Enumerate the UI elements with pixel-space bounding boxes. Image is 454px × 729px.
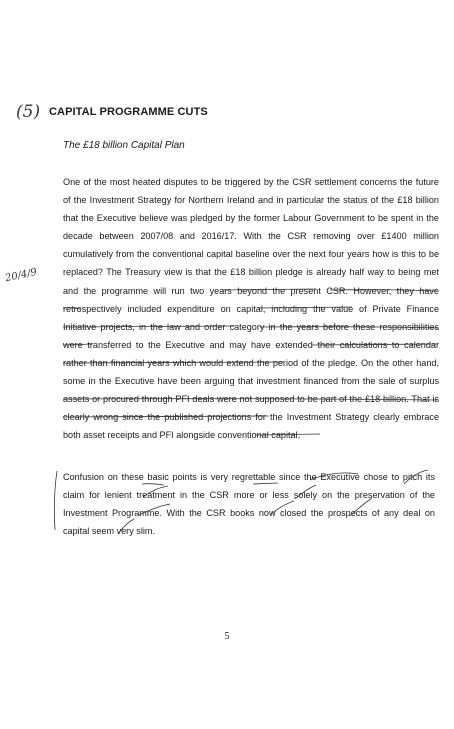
paragraph-1: One of the most heated disputes to be triggered by the CSR settlement concerns the future of the Investment Strategy for Northern Ireland and in particular the status of the £18 billion that the Executive believe was pledged by the former Labour Government to be spent in the decade between 2007/08 and 2016/17. With the CSR removing over £1400 million cumulatively from the conventional capital baseline over the next four years how is this to be replaced? The Treasury view is that the £18 billion pledge is already half way to being met and the programme will run two years beyond the present CSR. However, they have retrospectively included expenditure on capital, including the value of Private Finance Initiative projects, in the law and order category in the years before these responsibilities were transferred to the Executive and may have extended their calculations to calendar rather than financial years which would extend the period of the pledge. On the other hand, some in the Executive have been arguing that investment financed from the sale of surplus assets or procured through PFI deals were not supposed to be part of the £18 billion. That is clearly wrong since the published projections for the Investment Strategy clearly embrace both asset receipts and PFI alongside conventional capital. xyxy=(63,177,439,441)
handwritten-section-number: (5) xyxy=(16,102,41,122)
page-number: 5 xyxy=(224,631,230,642)
section-subheading: The £18 billion Capital Plan xyxy=(63,140,185,151)
handwritten-margin-date: 20/4/9 xyxy=(4,266,38,285)
margin-bracket xyxy=(54,471,57,530)
paragraph-2: Confusion on these basic points is very regrettable since the Executive chose to pitch its claim for lenient treatment in the CSR more or less solely on the preservation of the Investment Programme. With the CSR books now closed the prospects of any deal on capital seem very slim. xyxy=(63,472,435,537)
section-heading: CAPITAL PROGRAMME CUTS xyxy=(49,106,208,118)
